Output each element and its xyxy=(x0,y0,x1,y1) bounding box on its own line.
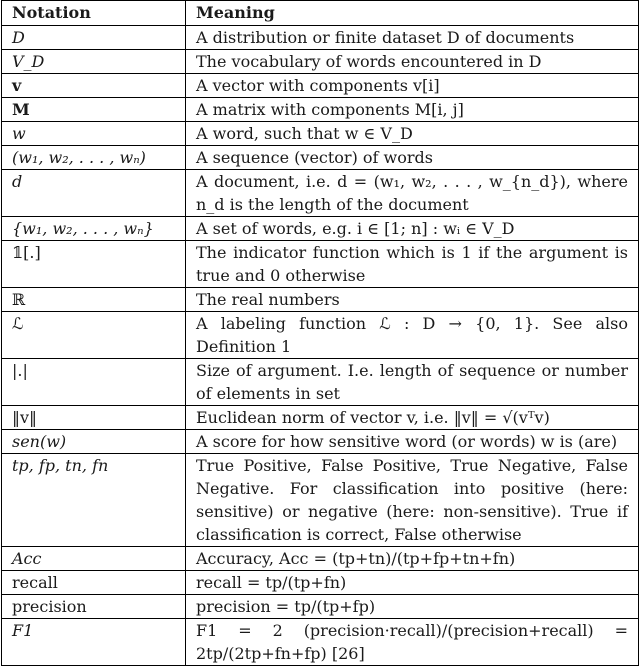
notation-cell: D xyxy=(2,26,186,50)
meaning-cell: The indicator function which is 1 if the argument is true and 0 otherwise xyxy=(186,241,639,288)
table-row xyxy=(2,170,639,217)
meaning-cell: A labeling function ℒ : D → {0, 1}. See also Definition 1 xyxy=(186,312,639,359)
notation-cell: tp, fp, tn, fn xyxy=(2,454,186,547)
notation-cell: (w₁, w₂, . . . , wₙ) xyxy=(2,146,186,170)
meaning-cell: Size of argument. I.e. length of sequence or number of elements in set xyxy=(186,359,639,406)
meaning-cell: A vector with components v[i] xyxy=(186,74,639,98)
notation-cell: V_D xyxy=(2,50,186,74)
table-row xyxy=(2,571,639,595)
table-row xyxy=(2,98,639,122)
notation-cell: v xyxy=(2,74,186,98)
notation-cell: w xyxy=(2,122,186,146)
table-row xyxy=(2,595,639,619)
notation-cell: d xyxy=(2,170,186,217)
notation-cell: ℒ xyxy=(2,312,186,359)
meaning-cell: A matrix with components M[i, j] xyxy=(186,98,639,122)
notation-table xyxy=(1,0,639,666)
meaning-cell: F1 = 2 (precision·recall)/(precision+recall) = 2tp/(2tp+fn+fp) [26] xyxy=(186,619,639,666)
table-row xyxy=(2,288,639,312)
meaning-header: Meaning xyxy=(186,1,639,26)
table-row xyxy=(2,406,639,430)
notation-cell: sen(w) xyxy=(2,430,186,454)
table-row xyxy=(2,146,639,170)
table-row xyxy=(2,359,639,406)
table-row xyxy=(2,122,639,146)
meaning-cell: The real numbers xyxy=(186,288,639,312)
table-row xyxy=(2,74,639,98)
notation-cell: Acc xyxy=(2,547,186,571)
meaning-cell: The vocabulary of words encountered in D xyxy=(186,50,639,74)
notation-cell: |.| xyxy=(2,359,186,406)
notation-cell: 𝟙[.] xyxy=(2,241,186,288)
meaning-cell: A set of words, e.g. i ∈ [1; n] : wᵢ ∈ V_D xyxy=(186,217,639,241)
notation-cell: M xyxy=(2,98,186,122)
meaning-cell: A document, i.e. d = (w₁, w₂, . . . , w_{n_d}), where n_d is the length of the document xyxy=(186,170,639,217)
notation-cell: F1 xyxy=(2,619,186,666)
meaning-cell: A distribution or finite dataset D of documents xyxy=(186,26,639,50)
notation-cell: recall xyxy=(2,571,186,595)
table-row xyxy=(2,312,639,359)
table-row xyxy=(2,619,639,666)
notation-cell: {w₁, w₂, . . . , wₙ} xyxy=(2,217,186,241)
table-row xyxy=(2,430,639,454)
meaning-cell: Euclidean norm of vector v, i.e. ‖v‖ = √(vᵀv) xyxy=(186,406,639,430)
notation-cell: ℝ xyxy=(2,288,186,312)
table-row xyxy=(2,241,639,288)
meaning-cell: Accuracy, Acc = (tp+tn)/(tp+fp+tn+fn) xyxy=(186,547,639,571)
header-row xyxy=(2,1,639,26)
meaning-cell: precision = tp/(tp+fp) xyxy=(186,595,639,619)
table-row xyxy=(2,50,639,74)
meaning-cell: A word, such that w ∈ V_D xyxy=(186,122,639,146)
table-row xyxy=(2,454,639,547)
notation-cell: ‖v‖ xyxy=(2,406,186,430)
meaning-cell: True Positive, False Positive, True Negative, False Negative. For classification into positive (here: sensitive) or negative (here: non-sensitive). True if classification is correct, False otherwise xyxy=(186,454,639,547)
table-row xyxy=(2,217,639,241)
table-row xyxy=(2,547,639,571)
meaning-cell: A sequence (vector) of words xyxy=(186,146,639,170)
meaning-cell: recall = tp/(tp+fn) xyxy=(186,571,639,595)
meaning-cell: A score for how sensitive word (or words) w is (are) xyxy=(186,430,639,454)
notation-cell: precision xyxy=(2,595,186,619)
notation-header: Notation xyxy=(2,1,186,26)
table-row xyxy=(2,26,639,50)
